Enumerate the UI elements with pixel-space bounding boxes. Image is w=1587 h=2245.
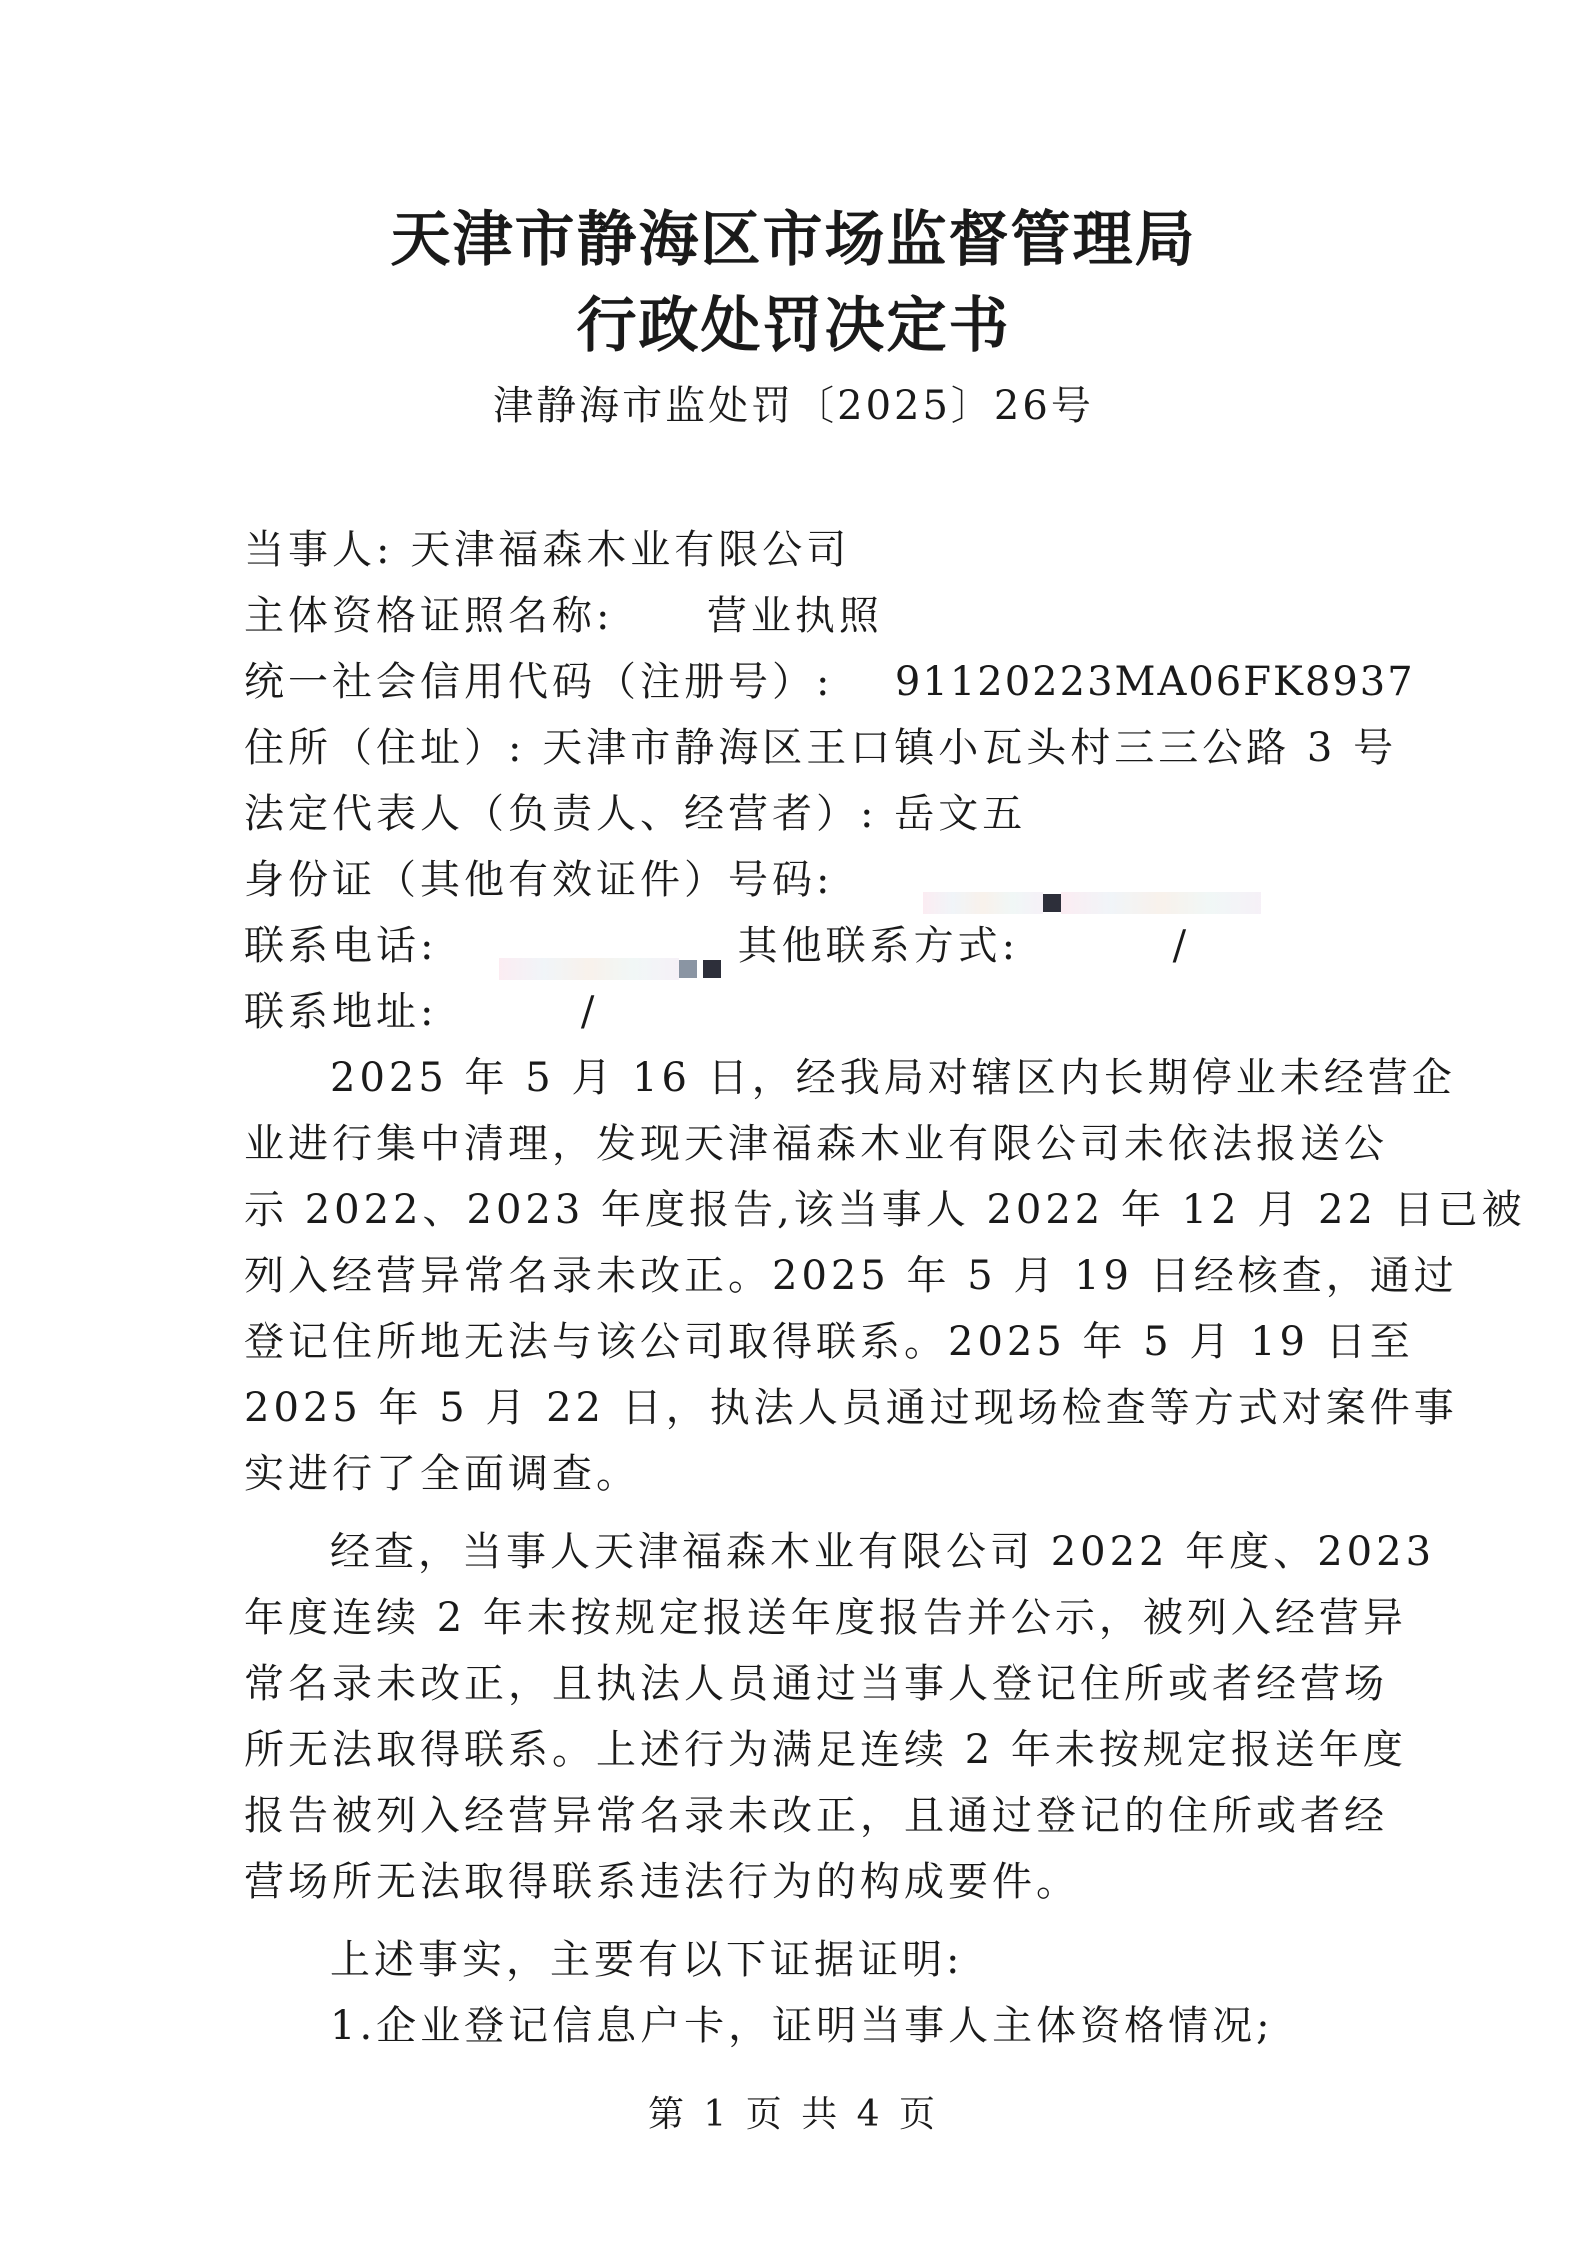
id-number-redacted [923,872,1261,894]
evidence-intro: 上述事实，主要有以下证据证明: [330,1937,964,1983]
p1-line-1: 2025 年 5 月 16 日，经我局对辖区内长期停业未经营企 [330,1055,1456,1101]
party-name-value: 天津福森木业有限公司 [410,527,851,573]
credit-code-label: 统一社会信用代码（注册号）: [244,659,834,705]
id-number-label: 身份证（其他有效证件）号码: [244,857,834,903]
phone-label: 联系电话: [244,923,438,969]
p2-line-5: 报告被列入经营异常名录未改正，且通过登记的住所或者经 [244,1793,1388,1839]
p2-line-2: 年度连续 2 年未按规定报送年度报告并公示，被列入经营异 [244,1595,1407,1641]
p1-line-3: 示 2022、2023 年度报告,该当事人 2022 年 12 月 22 日已被 [244,1187,1526,1233]
p2-line-6: 营场所无法取得联系违法行为的构成要件。 [244,1859,1080,1905]
p2-line-1: 经查，当事人天津福森木业有限公司 2022 年度、2023 [330,1529,1436,1575]
id-number-row [244,852,1261,908]
party-name-label: 当事人: [244,527,394,573]
contact-address-row [244,984,598,1040]
address-value: 天津市静海区王口镇小瓦头村三三公路 3 号 [542,725,1398,771]
contact-address-value: / [580,989,599,1035]
other-contact-value: / [1172,923,1191,969]
credit-code-row [244,654,1415,710]
address-label: 住所（住址）: [244,725,526,771]
license-row [244,588,883,644]
party-name-row [244,522,850,578]
p1-line-4: 列入经营异常名录未改正。2025 年 5 月 19 日经核查，通过 [244,1253,1458,1299]
contact-address-label: 联系地址: [244,989,438,1035]
license-value: 营业执照 [706,593,883,639]
legal-rep-value: 岳文五 [894,791,1027,837]
credit-code-value: 91120223MA06FK8937 [894,659,1415,705]
document-number: 津静海市监处罚〔2025〕26号 [493,383,1094,429]
p1-line-2: 业进行集中清理，发现天津福森木业有限公司未依法报送公 [244,1121,1388,1167]
evidence-item-1: 1.企业登记信息户卡，证明当事人主体资格情况; [330,2003,1274,2049]
p2-line-3: 常名录未改正，且执法人员通过当事人登记住所或者经营场 [244,1661,1388,1707]
address-row [244,720,1397,776]
document-title-line1: 天津市静海区市场监督管理局 [390,205,1197,275]
p1-line-6: 2025 年 5 月 22 日，执法人员通过现场检查等方式对案件事 [244,1385,1458,1431]
phone-redacted [499,938,721,960]
legal-rep-label: 法定代表人（负责人、经营者）: [244,791,878,837]
page-footer: 第 1 页 共 4 页 [647,2094,940,2135]
other-contact-label: 其他联系方式: [737,923,1020,969]
p1-line-5: 登记住所地无法与该公司取得联系。2025 年 5 月 19 日至 [244,1319,1414,1365]
p1-line-7: 实进行了全面调查。 [244,1451,640,1497]
phone-row [244,918,1190,974]
p2-line-4: 所无法取得联系。上述行为满足连续 2 年未按规定报送年度 [244,1727,1407,1773]
license-label: 主体资格证照名称: [244,593,614,639]
document-title-line2: 行政处罚决定书 [576,291,1011,361]
legal-rep-row [244,786,1026,842]
